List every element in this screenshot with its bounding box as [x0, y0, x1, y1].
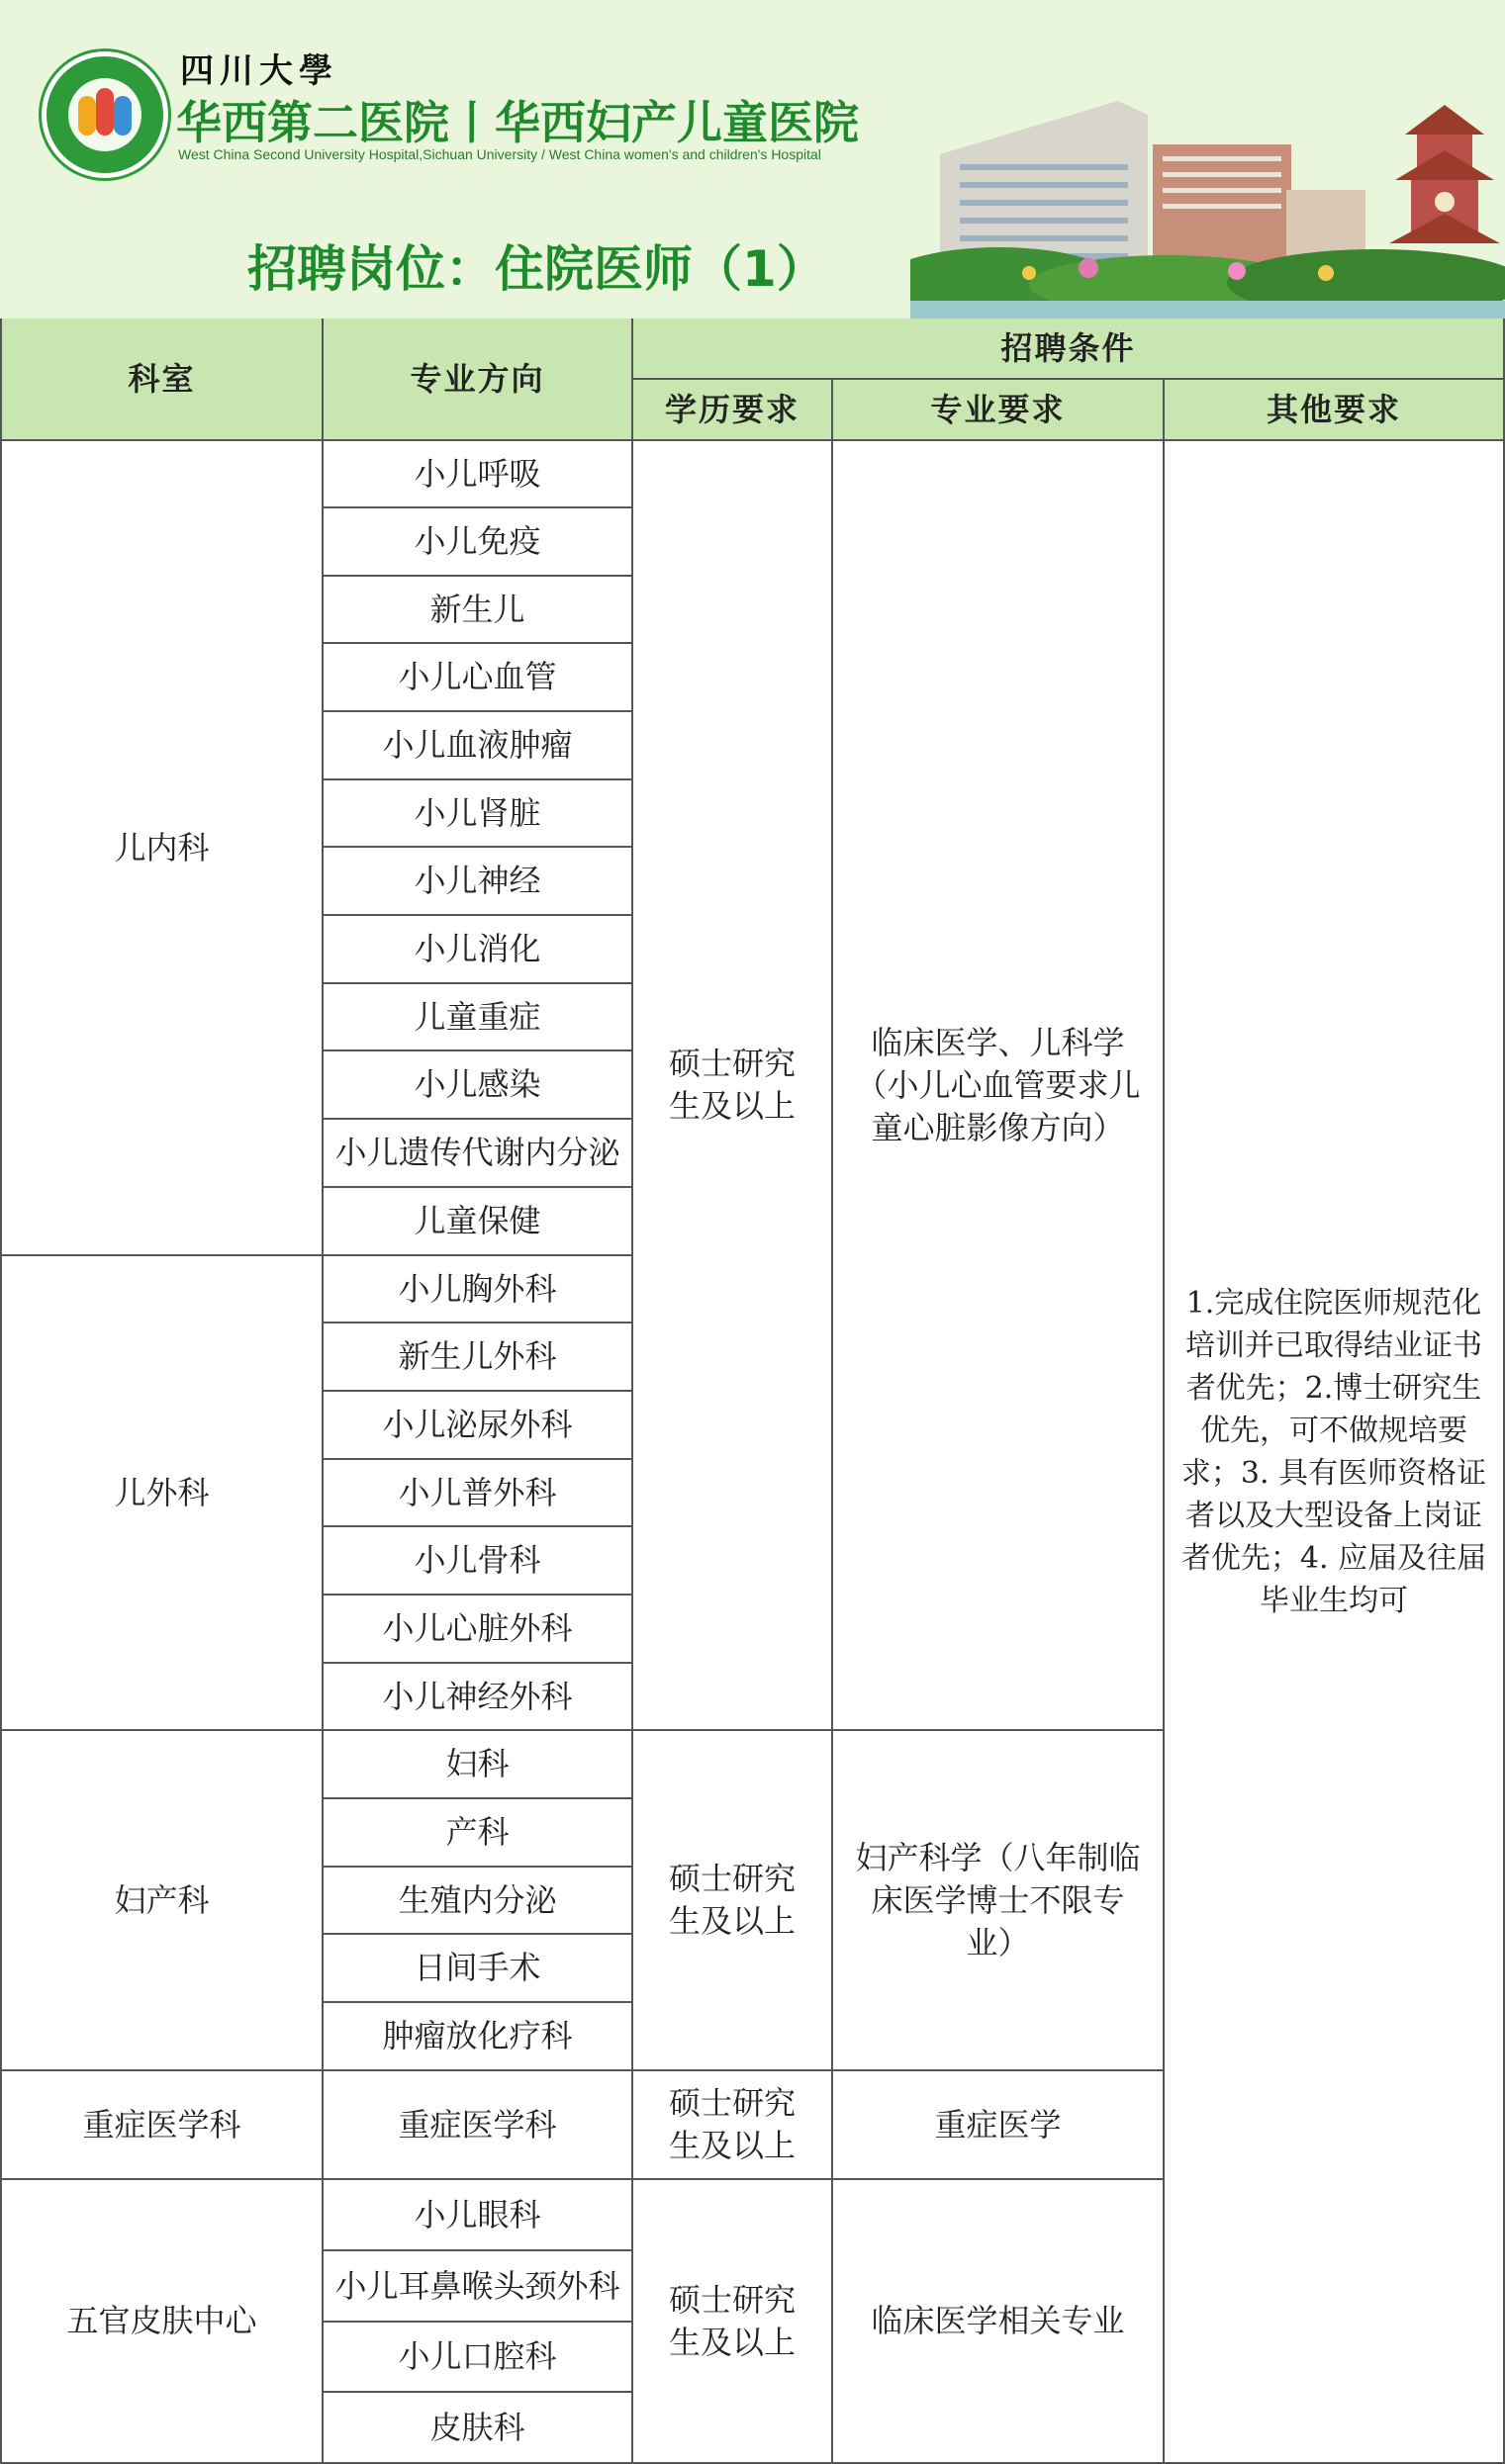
direction-cell: 小儿口腔科: [324, 2323, 633, 2393]
education-cell: 硕士研究生及以上: [633, 441, 833, 1731]
education-cell: 硕士研究生及以上: [633, 2071, 833, 2180]
direction-cell: 产科: [324, 1799, 633, 1868]
other-requirements-cell: 1.完成住院医师规范化培训并已取得结业证书者优先；2.博士研究生优先，可不做规培要求；3. 具有医师资格证者以及大型设备上岗证者优先；4. 应届及往届毕业生均可: [1165, 441, 1505, 2464]
header-other: 其他要求: [1165, 380, 1505, 441]
hospital-logo: [42, 51, 168, 178]
direction-cell: 小儿眼科: [324, 2180, 633, 2251]
direction-cell: 小儿消化: [324, 916, 633, 984]
direction-cell: 小儿骨科: [324, 1527, 633, 1596]
direction-cell: 小儿胸外科: [324, 1256, 633, 1323]
header-major: 专业要求: [833, 380, 1165, 441]
department-cell: 妇产科: [0, 1731, 324, 2071]
major-cell: 妇产科学（八年制临床医学博士不限专业）: [833, 1731, 1165, 2071]
direction-cell: 重症医学科: [324, 2071, 633, 2180]
direction-cell: 小儿心血管: [324, 644, 633, 712]
major-cell: 临床医学相关专业: [833, 2180, 1165, 2464]
header-education: 学历要求: [633, 380, 833, 441]
direction-cell: 小儿血液肿瘤: [324, 712, 633, 780]
direction-cell: 妇科: [324, 1731, 633, 1799]
direction-cell: 小儿泌尿外科: [324, 1392, 633, 1460]
education-cell: 硕士研究生及以上: [633, 2180, 833, 2464]
direction-cell: 儿童重症: [324, 984, 633, 1051]
major-cell: 临床医学、儿科学（小儿心血管要求儿童心脏影像方向）: [833, 441, 1165, 1731]
department-cell: 重症医学科: [0, 2071, 324, 2180]
direction-cell: 小儿耳鼻喉头颈外科: [324, 2251, 633, 2323]
header-direction: 专业方向: [324, 319, 633, 441]
direction-cell: 小儿心脏外科: [324, 1596, 633, 1664]
direction-cell: 小儿遗传代谢内分泌: [324, 1120, 633, 1188]
direction-cell: 日间手术: [324, 1935, 633, 2003]
recruitment-table: [0, 319, 1505, 2464]
header-banner: [0, 0, 1505, 320]
department-cell: 儿内科: [0, 441, 324, 1256]
direction-cell: 小儿神经: [324, 848, 633, 916]
education-cell: 硕士研究生及以上: [633, 1731, 833, 2071]
direction-cell: 小儿呼吸: [324, 441, 633, 508]
direction-cell: 小儿神经外科: [324, 1664, 633, 1731]
direction-cell: 小儿感染: [324, 1051, 633, 1120]
direction-cell: 小儿免疫: [324, 508, 633, 577]
position-title: 招聘岗位：住院医师（1）: [247, 240, 826, 298]
header-conditions-group: 招聘条件: [633, 319, 1505, 380]
direction-cell: 小儿肾脏: [324, 780, 633, 848]
hospital-name: 华西第二医院丨华西妇产儿童医院: [176, 96, 859, 149]
university-name: 四川大學: [180, 51, 338, 91]
direction-cell: 皮肤科: [324, 2393, 633, 2464]
direction-cell: 小儿普外科: [324, 1460, 633, 1527]
header-department: 科室: [0, 319, 324, 441]
direction-cell: 肿瘤放化疗科: [324, 2003, 633, 2071]
hospital-name-en: West China Second University Hospital,Sichuan University / West China women's and children's Hospital: [178, 146, 821, 162]
direction-cell: 新生儿: [324, 577, 633, 644]
direction-cell: 新生儿外科: [324, 1323, 633, 1392]
major-cell: 重症医学: [833, 2071, 1165, 2180]
direction-cell: 生殖内分泌: [324, 1868, 633, 1935]
direction-cell: 儿童保健: [324, 1188, 633, 1256]
hospital-buildings-illustration: [910, 95, 1505, 319]
department-cell: 五官皮肤中心: [0, 2180, 324, 2464]
department-cell: 儿外科: [0, 1256, 324, 1731]
